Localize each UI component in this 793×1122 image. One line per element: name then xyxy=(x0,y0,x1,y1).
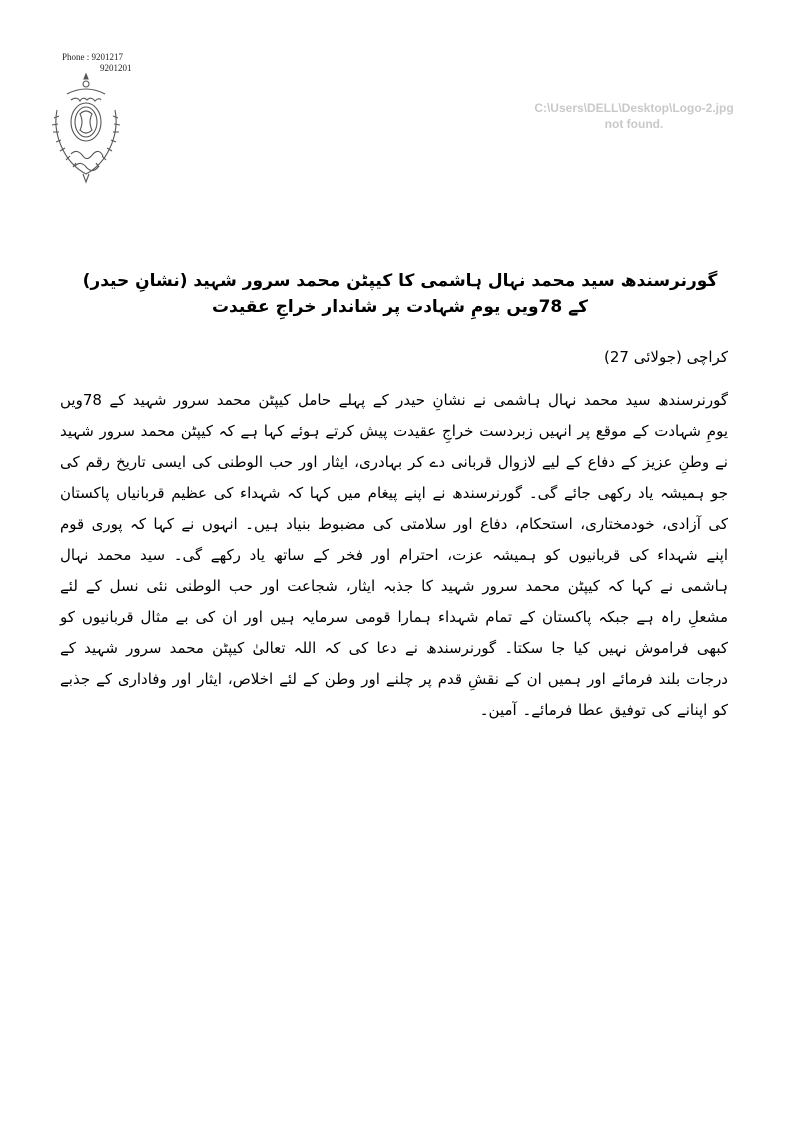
missing-image-status: not found. xyxy=(604,117,664,131)
missing-image-placeholder xyxy=(520,100,748,132)
governor-sindh-seal-icon xyxy=(47,70,125,188)
press-release-headline: گورنرسندھ سید محمد نہال ہاشمی کا کیپٹن محمد سرور شہید (نشانِ حیدر) کے 78ویں یومِ شہادت پر شاندار خراجِ عقیدت xyxy=(82,271,718,317)
missing-image-path: C:\Users\DELL\Desktop\Logo-2.jpg xyxy=(534,101,734,115)
letterhead xyxy=(0,0,793,200)
phone-line-1: Phone : 9201217 xyxy=(62,52,124,62)
phone-line-2: 9201201 xyxy=(100,63,132,73)
dateline: کراچی (جولائی 27) xyxy=(604,348,728,366)
press-release-body: گورنرسندھ سید محمد نہال ہاشمی نے نشانِ حیدر کے پہلے حامل کیپٹن محمد سرور شہید کے 78ویں یومِ شہادت کے موقع پر انہیں زبردست خراجِ عقیدت پیش کرتے ہوئے کہا ہے کہ کیپٹن محمد سرور شہید نے وطنِ عزیز کے دفاع کے لیے لازوال قربانی دے کر بہادری، ایثار اور حب الوطنی کی ایسی تاریخ رقم کی جو ہمیشہ یاد رکھی جائے گی۔ گورنرسندھ نے اپنے پیغام میں کہا کہ شہداء کی عظیم قربانیاں پاکستان کی آزادی، خودمختاری، استحکام، دفاع اور سلامتی کی مضبوط بنیاد ہیں۔ انہوں نے کہا کہ پوری قوم اپنے شہداء کی قربانیوں کو ہمیشہ عزت، احترام اور فخر کے ساتھ یاد رکھے گی۔ سید محمد نہال ہاشمی نے کہا کہ کیپٹن محمد سرور شہید کا جذبہ ایثار، شجاعت اور حب الوطنی نئی نسل کے لئے مشعلِ راہ ہے جبکہ پاکستان کے تمام شہداء ہمارا قومی سرمایہ ہیں اور ان کی بے مثال قربانیوں کو کبھی فراموش نہیں کیا جا سکتا۔ گورنرسندھ نے دعا کی کہ اللہ تعالیٰ کیپٹن محمد سرور شہید کے درجات بلند فرمائے اور ہمیں ان کے نقشِ قدم پر چلنے اور وطن کے لئے اخلاص، ایثار اور وفاداری کے جذبے کو اپنانے کی توفیق عطا فرمائے۔ آمین۔ xyxy=(60,391,728,719)
